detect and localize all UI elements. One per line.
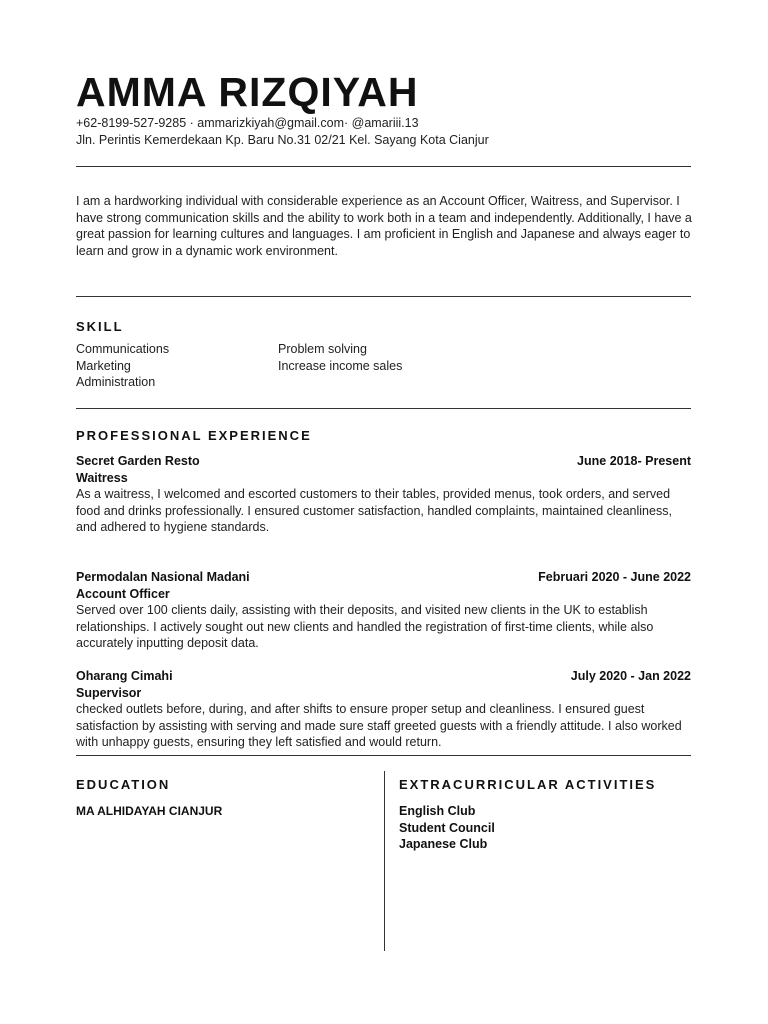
divider-summary <box>76 296 691 297</box>
skill-heading: SKILL <box>76 319 124 334</box>
job-entry <box>76 453 691 536</box>
education-heading: EDUCATION <box>76 777 171 792</box>
skill-item: Problem solving <box>278 342 367 356</box>
resume-name: AMMA RIZQIYAH <box>76 69 419 115</box>
job-company: Secret Garden Resto <box>76 454 200 468</box>
job-header <box>76 569 691 586</box>
divider-header <box>76 166 691 167</box>
extracurricular-list <box>399 803 495 853</box>
activity-item: English Club <box>399 804 476 818</box>
divider-skill <box>76 408 691 409</box>
activity-item: Student Council <box>399 820 495 835</box>
experience-heading: PROFESSIONAL EXPERIENCE <box>76 428 312 443</box>
extracurricular-heading: EXTRACURRICULAR ACTIVITIES <box>399 777 657 792</box>
job-header <box>76 453 691 470</box>
job-dates: June 2018- Present <box>577 454 691 468</box>
job-role: Waitress <box>76 470 128 485</box>
job-entry <box>76 668 691 751</box>
address-line: Jln. Perintis Kemerdekaan Kp. Baru No.31 02/21 Kel. Sayang Kota Cianjur <box>76 133 489 147</box>
job-company: Oharang Cimahi <box>76 669 173 683</box>
column-divider <box>384 771 385 951</box>
job-header <box>76 668 691 685</box>
summary-paragraph: I am a hardworking individual with considerable experience as an Account Officer, Waitress, and Supervisor. I have strong communication skills and the ability to work both in a team and independently. Additionally, I have a great passion for learning cultures and languages. I am proficient in English and Japanese and always eager to learn and grow in a dynamic work environment. <box>76 194 692 258</box>
skill-item: Administration <box>76 375 156 389</box>
job-description: checked outlets before, during, and after shifts to ensure proper setup and cleanliness. I ensured guest satisfaction by assisting with serving and made sure staff greeted guests with a friendly attitude. I also worked with unhappy guests, ensuring they left satisfied and would return. <box>76 702 682 749</box>
job-description: As a waitress, I welcomed and escorted customers to their tables, provided menus, took orders, and served food and drinks professionally. I ensured customer satisfaction, handled complaints, maintained cleanliness, and adhered to hygiene standards. <box>76 487 672 534</box>
job-entry <box>76 569 691 652</box>
divider-experience <box>76 755 691 756</box>
job-role: Account Officer <box>76 586 170 601</box>
job-company: Permodalan Nasional Madani <box>76 570 250 584</box>
skill-item: Increase income sales <box>278 358 403 373</box>
skill-item: Marketing <box>76 358 131 373</box>
job-description: Served over 100 clients daily, assisting with their deposits, and visited new clients in the UK to establish relationships. I actively sought out new clients and handled the registration of first-time clients, while also accurately inputting deposit data. <box>76 603 654 650</box>
contact-line: +62-8199-527-9285 · ammarizkiyah@gmail.com· @amariii.13 <box>76 116 419 130</box>
skill-item: Communications <box>76 342 170 356</box>
job-dates: Februari 2020 - June 2022 <box>538 570 691 584</box>
education-school: MA ALHIDAYAH CIANJUR <box>76 804 223 818</box>
activity-item: Japanese Club <box>399 837 488 851</box>
job-dates: July 2020 - Jan 2022 <box>570 669 691 683</box>
job-role: Supervisor <box>76 685 142 700</box>
skill-list <box>76 342 596 392</box>
